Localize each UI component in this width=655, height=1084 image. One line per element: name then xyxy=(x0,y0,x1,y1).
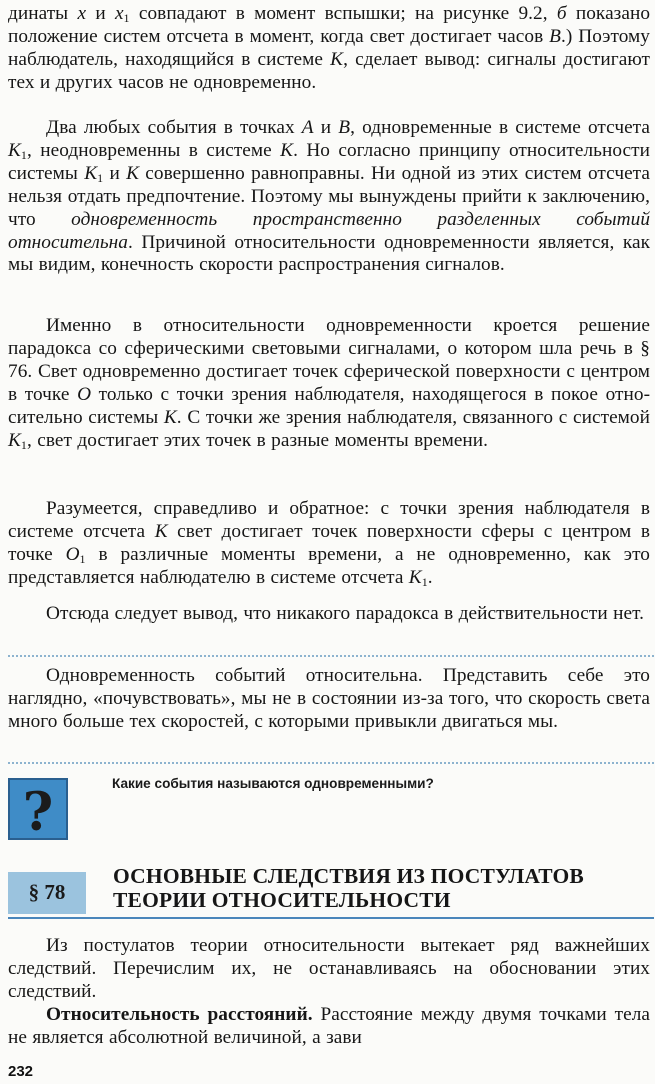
italic-symbol: K xyxy=(408,566,422,588)
italic-symbol: K xyxy=(330,48,344,70)
summary-paragraph: Одновременность событий относительна. Представить себе это наглядно, «почувствовать», мы не в состоянии из-за того, что скорость света много больше тех скоростей, с которыми привыкли двигаться мы. xyxy=(8,665,650,732)
paragraph-relativity-of-distances: Относительность расстояний. Расстояние между двумя точками тела не является абсолютной величиной, а зави xyxy=(8,1004,650,1048)
section-title-line2: ТЕОРИИ ОТНОСИТЕЛЬНОСТИ xyxy=(113,888,451,912)
paragraph-conclusion: Отсюда следует вывод, что никакого парадокса в действительности нет. xyxy=(46,603,644,624)
italic-symbol: B xyxy=(549,25,561,47)
summary-top-rule xyxy=(8,655,654,657)
paragraph-relativity-of-simultaneity: Два любых события в точках A и B, одновременные в системе отсчета $K_1$, неодновременны в системе K. Но согласно принципу относительности системы $K_1$ и K совершенно равноправны. Ни одной из этих систем отсчета нельзя отдать предпочтение. Поэтому мы вынуждены прийти к заключению, что одновременность пространственно разделенных событий относительна. Причиной относительности одновременности является, как мы видим, конечность скорости распространения сигналов. xyxy=(8,117,651,276)
paragraph-converse: Разумеется, справедливо и обратное: с точки зрения наблюдателя в системе отсчета K свет достигает точек поверхности сферы с центром в точке $O_1$ в различные моменты времени, а не одновременно, как это представляется наблюдателю в системе отсчета $K_1$. xyxy=(8,498,651,589)
italic-symbol: K xyxy=(163,406,177,428)
paragraph-consequences-intro: Из постулатов теории относительности вытекает ряд важнейших следствий. Перечислим их, не останавливаясь на обосновании этих следствий. xyxy=(8,935,650,1002)
italic-symbol: K xyxy=(154,520,168,542)
subscript: 1 xyxy=(123,11,130,25)
subscript: 1 xyxy=(79,551,86,566)
italic-symbol: K xyxy=(280,139,294,161)
italic-symbol: K xyxy=(8,429,21,451)
bold-term: Относительность расстояний. xyxy=(46,1004,313,1025)
italic-symbol: O xyxy=(65,543,80,565)
subscript: 1 xyxy=(20,147,27,162)
italic-symbol: K xyxy=(126,162,140,184)
subscript: 1 xyxy=(20,437,27,452)
italic-symbol: A xyxy=(301,117,314,138)
page-number: 232 xyxy=(8,1063,34,1080)
subscript: 1 xyxy=(97,170,104,185)
italic-symbol: B xyxy=(338,117,351,138)
section-number: § 78 xyxy=(28,880,66,904)
italic-symbol: б xyxy=(556,3,567,24)
italic-symbol: O xyxy=(77,383,92,405)
question-mark-glyph: ? xyxy=(22,782,54,838)
italic-symbol: x xyxy=(114,3,124,24)
italic-symbol: K xyxy=(8,139,21,161)
italic-symbol: x xyxy=(77,3,87,24)
italic-symbol: K xyxy=(84,162,98,184)
section-title-line1: ОСНОВНЫЕ СЛЕДСТВИЯ ИЗ ПОСТУЛАТОВ xyxy=(113,864,584,888)
subscript: 1 xyxy=(421,574,428,589)
paragraph-paradox-solution: Именно в относительности одновременности кроется решение парадокса со сферическими световыми сигналами, о котором шла речь в § 76. Свет одновременно достигает точек сферической поверхности с центром в точке O только с точки зрения наблюдателя, находящегося в покое относительно системы K. С точки же зрения наблюдателя, связанного с системой $K_1$, свет достигает этих точек в разные моменты времени. xyxy=(8,315,650,452)
paragraph-continuation: динаты x и $x_1$ совпадают в момент вспышки; на рисунке 9.2, б показано положение систем отсчета в момент, когда свет достигает часов B.) Поэтому наблюдатель, находящийся в системе K, сделает вывод: сигналы достигают тех и других часов не одновременно. xyxy=(8,3,651,93)
italic-symbol: одновременность пространственно разделенных событий относительна xyxy=(8,208,651,253)
summary-bottom-rule xyxy=(8,762,654,764)
review-question: Какие события называются одновременными? xyxy=(112,776,434,791)
section-underline xyxy=(8,917,654,919)
section-badge xyxy=(8,872,86,914)
question-mark-icon xyxy=(8,778,68,840)
section-title xyxy=(113,864,584,912)
